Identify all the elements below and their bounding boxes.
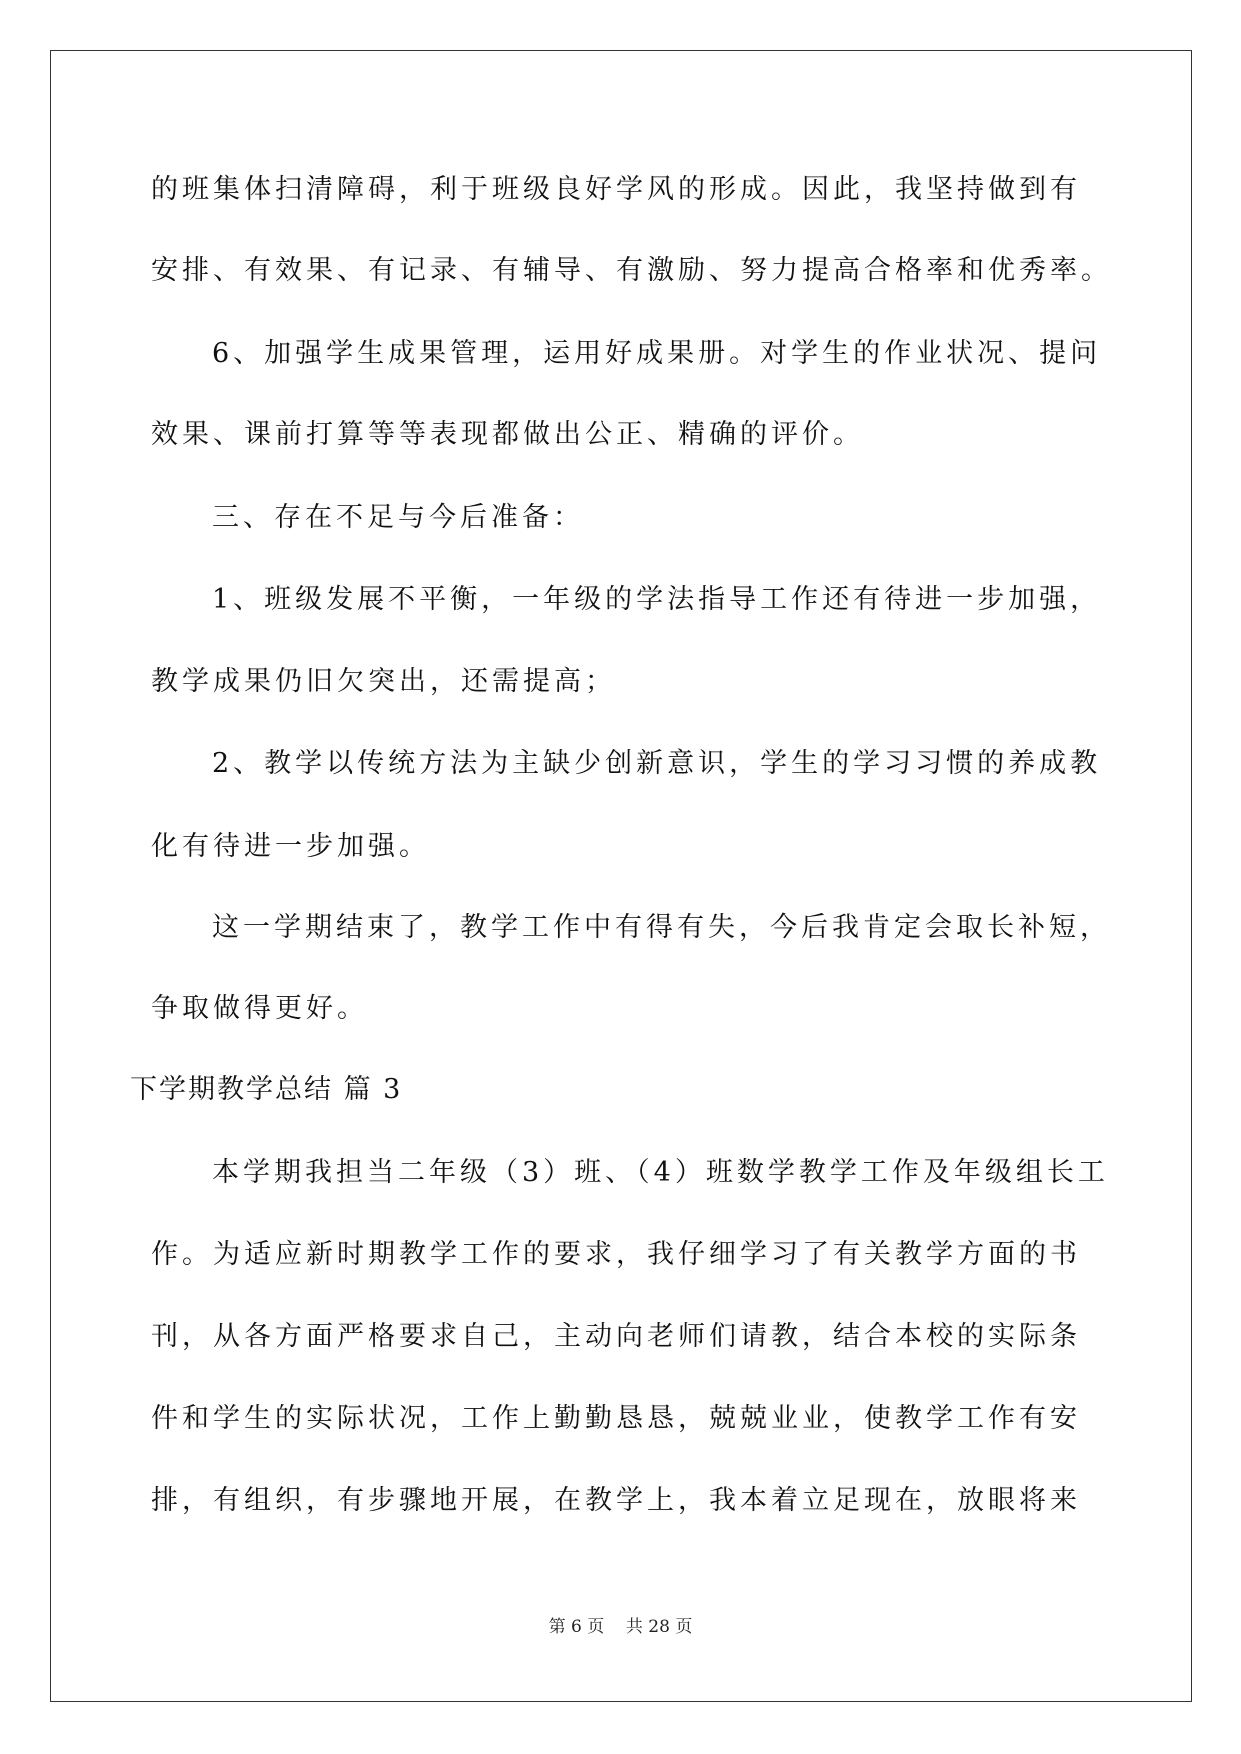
section-line-5: 排，有组织，有步骤地开展，在教学上，我本着立足现在，放眼将来 bbox=[151, 1485, 1081, 1516]
section-line-2: 作。为适应新时期教学工作的要求，我仔细学习了有关教学方面的书 bbox=[151, 1239, 1081, 1270]
section-line-4: 件和学生的实际状况，工作上勤勤恳恳，兢兢业业，使教学工作有安 bbox=[151, 1403, 1081, 1434]
page-border bbox=[50, 50, 1192, 1702]
body-line-11: 争取做得更好。 bbox=[151, 993, 368, 1024]
body-line-10: 这一学期结束了，教学工作中有得有失，今后我肯定会取长补短， bbox=[212, 912, 1111, 943]
body-line-8: 2、教学以传统方法为主缺少创新意识，学生的学习习惯的养成教 bbox=[212, 748, 1102, 779]
body-line-7: 教学成果仍旧欠突出，还需提高； bbox=[151, 666, 616, 697]
section-line-1: 本学期我担当二年级（3）班、（4）班数学教学工作及年级组长工 bbox=[212, 1157, 1109, 1188]
body-line-2: 安排、有效果、有记录、有辅导、有激励、努力提高合格率和优秀率。 bbox=[151, 255, 1112, 286]
section-title: 下学期教学总结 篇 3 bbox=[130, 1074, 403, 1105]
body-line-4: 效果、课前打算等等表现都做出公正、精确的评价。 bbox=[151, 419, 864, 450]
body-line-5: 三、存在不足与今后准备： bbox=[212, 502, 584, 533]
body-line-6: 1、班级发展不平衡，一年级的学法指导工作还有待进一步加强， bbox=[212, 584, 1102, 615]
section-line-3: 刊，从各方面严格要求自己，主动向老师们请教，结合本校的实际条 bbox=[151, 1321, 1081, 1352]
body-line-9: 化有待进一步加强。 bbox=[151, 831, 430, 862]
body-line-1: 的班集体扫清障碍，利于班级良好学风的形成。因此，我坚持做到有 bbox=[151, 174, 1081, 205]
body-line-3: 6、加强学生成果管理，运用好成果册。对学生的作业状况、提问 bbox=[212, 338, 1102, 369]
page-footer: 第 6 页 共 28 页 bbox=[548, 1617, 693, 1637]
